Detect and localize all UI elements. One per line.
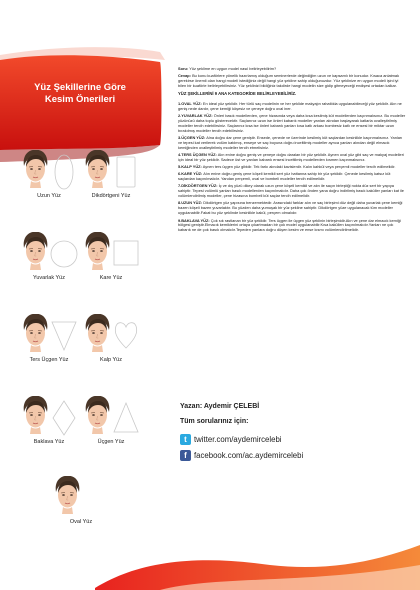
face-type-description: Alna doğru dar çene geniştir. Ensede, çenede ve üzerinde kesilmiş küt saçlardan kesinlikle kaçınmalısınız. Yanları ve tepesi kat verilerek volüm katılmış, enseye ve saç boyuna doğru inceltilmiş modeller ayrıca yanları alından değil elmacık kemiğinden ovalleştirilmiş modeller tercih etmelisiniz. [178,135,403,150]
face-type-label: 9.BAKLAVA YÜZ: [178,217,210,223]
face-type-description: İç ve dış yüzü dikey olarak uzun çene köşeli kemikli ve alın ile saçın birleştiği nokta düz sert bir yapıya sahiptir. Tepesi volümlü yanları basık modellerden kaçınılmalıdır. Daha çok önden yana doğru indirilmiş basık kaküller yanları kat ile volümlendirilmiş modeller, çene hizasına bombeli küt saçlar tercih edilmelidir. [178,183,404,199]
section-heading: YÜZ ŞEKİLLERİNİ 9 ANA KATEGORİDE BELİRLEYEBİLİRİZ. [178,91,297,96]
face-type-label: 4.TERS ÜÇGEN YÜZ: [178,152,217,158]
face-shape-label: Ters Üçgen Yüz [29,357,69,363]
face-shape-label: Yuvarlak Yüz [32,275,65,281]
face-shape-rectangle [82,150,140,199]
face-type-label: 1.OVAL YÜZ: [178,100,202,106]
face-illustration [20,396,78,438]
face-shape-label: Oval Yüz [69,519,93,525]
face-type-item [178,136,406,151]
twitter-link[interactable]: t twitter.com/aydemircelebi [180,434,282,446]
face-shape-label: Uzun Yüz [37,193,61,199]
face-illustration [82,396,140,438]
face-shape-label: Kalp Yüz [100,357,122,363]
face-shape-circle [20,232,78,281]
face-type-list [178,102,406,233]
facebook-icon: f [180,450,191,461]
face-type-description: En ideal yüz şeklidir. Her türlü saç modelinin ve her şeklide makyajın rahatlıkla uygulanabileceği yüz şeklidir. Alın ne geniş nede dardır, çene kemiği köşesiz ve çeneye doğru oval iner. [178,100,402,111]
title-line-2: Kesim Önerileri [44,94,116,105]
twitter-icon: t [180,434,191,445]
face-illustration [52,476,110,518]
face-illustration [20,232,78,274]
face-type-description: Önleri basık modellerden, çene hizasında veya daha kısa kesilmiş küt modellerden kaçınmalısınız. Bu modeller yüzünüzü daha toplu gösterecektir. Saçlarınız uzun ise önleri kabarık modeller yanları alından başlayarak katlarla ovalleştirilmiş modeller tercih edebilirsiniz. Saçlarınız kısa ise önleri kabarık yanları kısa katlı arkası bombesiz katlı ve ensesi bir miktar uzun bırakılmış modeller tercih edebilirsiniz. [178,113,406,133]
face-shape-label: Dikdörtgeni Yüz [91,193,131,199]
face-type-item [178,102,406,112]
face-illustration [82,150,140,192]
face-type-label: 3.ÜÇGEN YÜZ: [178,135,206,141]
face-type-description: Alın enine doğru geniş çene köşeli kemikli sert yüz hattanna sahip bir yüz şeklidir. Çenede kesilmiş katsız küt saçlardan kaçınılmalıdır. Yandan perçemli, oval ve bombeli modeller tercih edilmelidir. [178,171,391,182]
face-shape-diamond [20,396,78,445]
face-illustration [82,314,140,356]
face-illustration [20,150,78,192]
face-type-item [178,184,406,199]
face-shape-label: Baklava Yüz [33,439,65,445]
facebook-link[interactable]: f facebook.com/ac.aydemircelebi [180,450,303,462]
face-type-label: 5.KALP YÜZ: [178,164,202,170]
face-shape-heart [82,314,140,363]
question: Soru: Yüz şeklime en uygun model nasıl belirleyebilirim? [178,66,277,71]
face-shape-triangle [82,396,140,445]
face-shape-oblong [20,150,78,199]
contact-heading: Tüm sorularınız için: [180,418,249,425]
face-type-description: Çok sık rastlanan bir yüz şeklidir. Ters üçgen ile üçgen yüz şeklinin birleşimidir.Alın ve çene dar elmacık kemiği bölgesi geniştir.Elmacık kemiklerini ortaya çıkartmadan bir çok model uygulanabilir.Kısa kaküllen kaçınılmalıdır.Yanları ne çok kabarık ne de çok basık olmalıdır.Tepeden yanlara doğru düşen kesim ve ense kısmı volümlendirilmelidir. [178,217,401,233]
face-shapes-grid [20,150,145,530]
face-type-item [178,114,406,134]
face-type-item [178,201,406,216]
face-illustration [20,314,78,356]
face-illustration [82,232,140,274]
face-type-label: 8.UZUN YÜZ: [178,200,203,206]
article-text [178,67,406,236]
face-type-item [178,172,406,182]
face-shape-label: Üçgen Yüz [97,439,125,445]
title-line-1: Yüz Şekillerine Göre [34,82,126,93]
face-type-description: Alın enine doğru geniş ve çeneye doğru daralan bir yüz şeklidir. Aynen oval yüz gibi saç ve makyaj modelleri için ideal bir yüz şeklidir. Sadece üst ve yanları kabarık ensesi inceltilmiş modellerden kısmen kaçınmalısınız. [178,152,404,163]
face-type-description: Dikdörtgen yüz yapısına benzemektedir. Arasındaki farklar alın ve saç birleşimi düz değil daha yuvarlak çene kemiği bazen köşeli bazen yuvarlaktır. Bu yüzden daha yumuşak bir yüz şekline sahiptir. Dikdörtgen yüze uygulanacak tüm modeller uygulanabilir.Fakat bu yüz şeklinde kesinlikle kakül, perçem olmalıdır. [178,200,403,216]
face-shape-label: Kare Yüz [99,275,123,281]
face-type-description: Aynen ters üçgen yüz gibidir. Tek farkı alındaki kavislerdir. Kalın kahkül veya perçemli modeller tercih edilmelidir. [202,164,396,170]
page-title [20,82,140,106]
face-type-item [178,165,406,170]
face-type-label: 7.DİKDÖRTGEN YÜZ: [178,183,218,189]
face-type-label: 2.YUVARLAK YÜZ: [178,113,213,119]
author-line: Yazan: Aydemir ÇELEBİ [180,403,260,410]
face-shape-inverted-triangle [20,314,78,363]
answer: Cevap: Bu konu kuaförlere yönelik hazırlamış olduğum seminerlerde değindiğim uzun ve kapsamlı bir konudur. Kısaca anlatmak gerekirse önemli olan hangi modeli istediğiniz değil hangi yüz şekline sahip olduğunuzdur. Yüz şeklinize en uygun modeli işini iyi bilen bir kuaförle belirleyebilirsiniz. Yüz şeklinizi bildiğiniz takdirde hangi modelin size gidip gitmeyeceği endişesi ortadan kalkar. [178,73,400,89]
face-type-item [178,153,406,163]
face-shape-oval [52,476,110,525]
face-type-item [178,219,406,234]
face-shape-square [82,232,140,281]
face-type-label: 6.KARE YÜZ: [178,171,203,177]
